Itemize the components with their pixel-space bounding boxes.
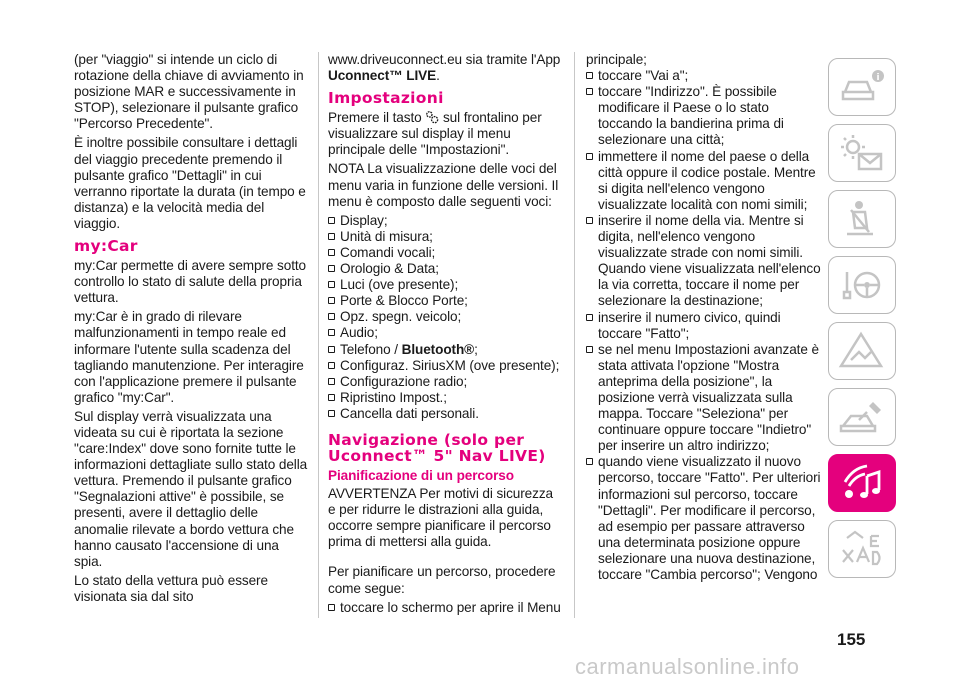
list-item: Configurazione radio; bbox=[328, 374, 564, 390]
list-item: quando viene visualizzato il nuovo percorso, toccare "Fatto". Per ulteriori informazioni sul percorso, toccare "Dettagli". Per modificare il percorso, ad esempio per passare attraverso una determinata posizione oppure selezionare una nuova destinazione, toccare "Cambia percorso"; Vengono bbox=[586, 454, 822, 583]
watermark: carmanualsonline.info bbox=[575, 654, 800, 679]
page-number: 155 bbox=[837, 630, 866, 649]
list-item bbox=[328, 342, 564, 358]
warning-lights-icon bbox=[837, 132, 887, 174]
paragraph bbox=[328, 52, 564, 84]
tab-warning-lights[interactable] bbox=[828, 124, 896, 182]
text: Premere il tasto bbox=[328, 110, 426, 126]
paragraph: NOTA La visualizzazione delle voci del menu varia in funzione delle versioni. Il menu è composto dalle seguenti voci: bbox=[328, 161, 559, 209]
paragraph: my:Car permette di avere sempre sotto controllo lo stato di salute della propria vettura. bbox=[74, 258, 307, 306]
heading-navigazione: Navigazione (solo per Uconnect™ 5" Nav LIVE) bbox=[328, 430, 546, 465]
seat-belt-icon bbox=[837, 198, 887, 240]
multimedia-icon bbox=[837, 462, 887, 504]
paragraph: principale; bbox=[586, 52, 647, 67]
text: Telefono / bbox=[340, 341, 402, 357]
text: . bbox=[436, 68, 440, 84]
heading-impostazioni: Impostazioni bbox=[328, 89, 444, 108]
paragraph: AVVERTENZA Per motivi di sicurezza e per ridurre le distrazioni alla guida, occorre sempre pianificare il percorso prima di mettersi alla guida. bbox=[328, 486, 553, 550]
chapter-tabs bbox=[828, 58, 898, 586]
list-item: immettere il nome del paese o della città oppure il codice postale. Mentre si digita nell'elenco vengono visualizzate località con nomi simili; bbox=[586, 149, 822, 213]
text: www.driveuconnect.eu sia tramite l'App bbox=[328, 52, 561, 67]
list-item: Porte & Blocco Porte; bbox=[328, 293, 564, 309]
tab-start-driving[interactable] bbox=[828, 256, 896, 314]
maintenance-icon bbox=[837, 396, 887, 438]
paragraph: Sul display verrà visualizzata una videata su cui è riportata la sezione "care:Index" dove sono fornite tutte le informazioni dettagliate sullo stato della vettura. Premendo il pulsante grafico "Segnalazioni attive" è possibile, se presenti, avere il dettaglio delle anomalie rilevate a bordo vettura che hanno causato l'accensione di una spia. bbox=[74, 408, 308, 569]
list-item: Configuraz. SiriusXM (ove presente); bbox=[328, 358, 564, 374]
list-item: Orologio & Data; bbox=[328, 261, 564, 277]
list-item: Opz. spegn. veicolo; bbox=[328, 309, 564, 325]
column-1 bbox=[74, 52, 310, 608]
text: ; bbox=[474, 341, 478, 357]
paragraph bbox=[328, 110, 564, 158]
subheading-pianificazione: Pianificazione di un percorso bbox=[328, 467, 514, 483]
tab-multimedia[interactable] bbox=[828, 454, 896, 512]
tab-safety[interactable] bbox=[828, 190, 896, 248]
column-2 bbox=[328, 52, 564, 616]
list-item: Display; bbox=[328, 213, 564, 229]
list-item: Cancella dati personali. bbox=[328, 406, 564, 422]
list-item: Audio; bbox=[328, 325, 564, 341]
list-item: se nel menu Impostazioni avanzate è stata attivata l'opzione "Mostra anteprima della posizione", la posizione verrà visualizzata sulla mappa. Toccare "Seleziona" per continuare oppure toccare "Indietro" per inserire un altro indirizzo; bbox=[586, 342, 822, 455]
tab-emergency[interactable] bbox=[828, 322, 896, 380]
list-item: Unità di misura; bbox=[328, 229, 564, 245]
settings-gear-icon bbox=[425, 110, 439, 124]
bluetooth-label: Bluetooth® bbox=[401, 341, 475, 357]
tab-maintenance[interactable] bbox=[828, 388, 896, 446]
car-info-icon bbox=[837, 66, 887, 108]
svg-text:i: i bbox=[876, 73, 880, 83]
settings-list bbox=[328, 213, 564, 422]
column-3 bbox=[586, 52, 822, 583]
list-item: toccare "Indirizzo". È possibile modificare il Paese o lo stato toccando la bandierina prima di selezionare una città; bbox=[586, 84, 822, 148]
key-steering-icon bbox=[837, 264, 887, 306]
paragraph: Per pianificare un percorso, procedere come segue: bbox=[328, 564, 556, 596]
column-divider bbox=[318, 52, 319, 618]
text: sul frontalino per visualizzare sul display il menu principale delle "Impostazioni". bbox=[328, 110, 542, 158]
list-item: toccare "Vai a"; bbox=[586, 68, 822, 84]
tab-index[interactable] bbox=[828, 520, 896, 578]
paragraph: (per "viaggio" si intende un ciclo di rotazione della chiave di avviamento in posizione MAR e successivamente in STOP), selezionare il pulsante grafico "Percorso Precedente". bbox=[74, 52, 304, 132]
list-item: Ripristino Impost.; bbox=[328, 390, 564, 406]
app-name: Uconnect™ LIVE bbox=[328, 68, 437, 84]
list-item: Luci (ove presente); bbox=[328, 277, 564, 293]
list-item: Comandi vocali; bbox=[328, 245, 564, 261]
paragraph: È inoltre possibile consultare i dettagli del viaggio precedente premendo il pulsante grafico "Dettagli" in cui verranno riportate la durata (in tempo e distanza) e la velocità media del viaggio. bbox=[74, 135, 306, 231]
list-item: inserire il numero civico, quindi toccare "Fatto"; bbox=[586, 310, 822, 342]
emergency-icon bbox=[837, 330, 887, 372]
heading-mycar: my:Car bbox=[74, 237, 138, 256]
paragraph: my:Car è in grado di rilevare malfunzionamenti in tempo reale ed informare l'utente sulla scadenza del tagliando manutenzione. Per interagire con l'applicazione premere il pulsante grafico "my:Car". bbox=[74, 309, 304, 405]
tab-car-info[interactable] bbox=[828, 58, 896, 116]
index-icon bbox=[837, 528, 887, 570]
column-divider bbox=[574, 52, 575, 618]
paragraph: Lo stato della vettura può essere visionata sia dal sito bbox=[74, 572, 268, 604]
list-item: inserire il nome della via. Mentre si digita, nell'elenco vengono visualizzate strade con nomi simili. Quando viene visualizzata nell'elenco la via corretta, toccare il nome per selezionare la destinazione; bbox=[586, 213, 822, 310]
list-item: toccare lo schermo per aprire il Menu bbox=[328, 600, 564, 616]
